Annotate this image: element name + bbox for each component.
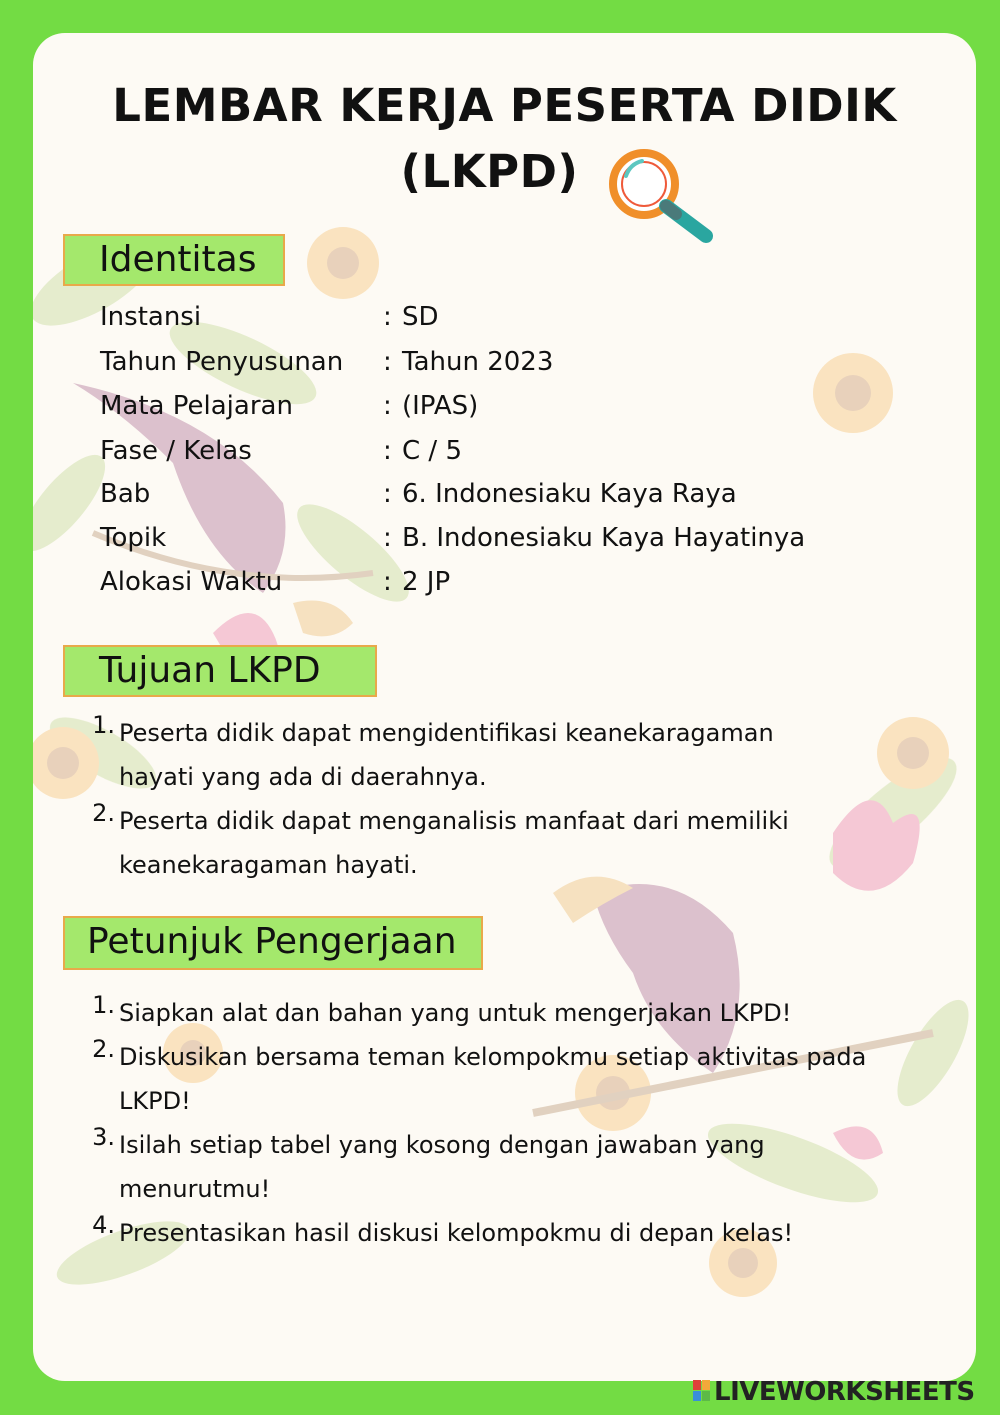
page-title-line-1: LEMBAR KERJA PESERTA DIDIK — [112, 79, 897, 132]
identitas-separator: : — [383, 523, 392, 553]
identitas-value: (IPAS) — [402, 391, 479, 421]
list-item-number: 2. — [92, 1035, 115, 1063]
list-item-number: 1. — [92, 991, 115, 1019]
identitas-label: Fase / Kelas — [100, 436, 252, 466]
list-item-number: 3. — [92, 1123, 115, 1151]
worksheet-card — [33, 33, 976, 1381]
list-item-number: 1. — [92, 711, 115, 739]
identitas-value: 6. Indonesiaku Kaya Raya — [402, 479, 737, 509]
petunjuk-heading: Petunjuk Pengerjaan — [63, 916, 483, 970]
identitas-separator: : — [383, 391, 392, 421]
list-item-text: Isilah setiap tabel yang kosong dengan jawaban yang — [119, 1131, 765, 1159]
page-title-line-2 — [33, 145, 976, 198]
list-item-text: LKPD! — [119, 1087, 191, 1115]
identitas-label: Bab — [100, 479, 151, 509]
identitas-label: Tahun Penyusunan — [100, 347, 344, 377]
identitas-label: Instansi — [100, 302, 202, 332]
identitas-value: B. Indonesiaku Kaya Hayatinya — [402, 523, 806, 553]
identitas-label: Alokasi Waktu — [100, 567, 283, 597]
identitas-separator: : — [383, 479, 392, 509]
tujuan-heading: Tujuan LKPD — [63, 645, 377, 697]
list-item-text: Siapkan alat dan bahan yang untuk mengerjakan LKPD! — [119, 999, 792, 1027]
magnifier-icon — [606, 146, 718, 244]
page-title-lkpd: (LKPD) — [400, 145, 579, 198]
identitas-value: 2 JP — [402, 567, 451, 597]
identitas-value: Tahun 2023 — [402, 347, 554, 377]
list-item-text: Diskusikan bersama teman kelompokmu setiap aktivitas pada — [119, 1043, 867, 1071]
list-item-text: Presentasikan hasil diskusi kelompokmu di depan kelas! — [119, 1219, 794, 1247]
identitas-separator: : — [383, 567, 392, 597]
list-item-text: Peserta didik dapat mengidentifikasi keanekaragaman — [119, 719, 774, 747]
list-item-text: Peserta didik dapat menganalisis manfaat dari memiliki — [119, 807, 789, 835]
identitas-label: Topik — [100, 523, 167, 553]
identitas-separator: : — [383, 436, 392, 466]
list-item-text: menurutmu! — [119, 1175, 271, 1203]
identitas-heading: Identitas — [63, 234, 285, 286]
list-item-number: 2. — [92, 799, 115, 827]
liveworksheets-logo-icon — [693, 1380, 711, 1402]
list-item-number: 4. — [92, 1211, 115, 1239]
list-item-text: keanekaragaman hayati. — [119, 851, 418, 879]
liveworksheets-brand: LIVEWORKSHEETS — [714, 1377, 975, 1407]
identitas-value: SD — [402, 302, 439, 332]
identitas-separator: : — [383, 347, 392, 377]
liveworksheets-logo[interactable] — [693, 1377, 975, 1407]
identitas-value: C / 5 — [402, 436, 462, 466]
list-item-text: hayati yang ada di daerahnya. — [119, 763, 487, 791]
identitas-label: Mata Pelajaran — [100, 391, 293, 421]
identitas-separator: : — [383, 302, 392, 332]
